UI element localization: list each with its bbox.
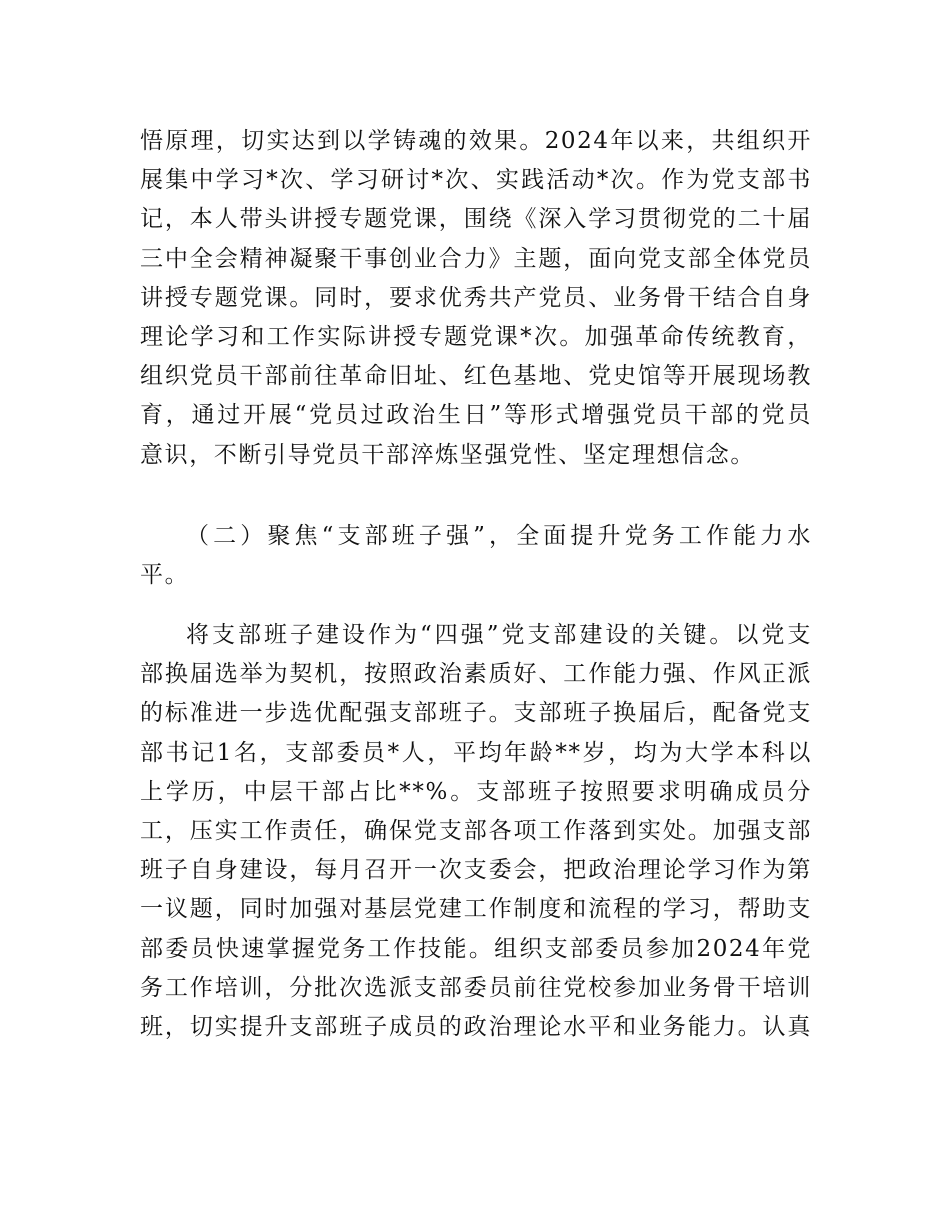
paragraph-line: 班，切实提升支部班子成员的政治理论水平和业务能力。认真 — [140, 1013, 812, 1040]
paragraph-line: 记，本人带头讲授专题党课，围绕《深入学习贯彻党的二十届 — [140, 206, 812, 233]
paragraph-line: 的标准进一步选优配强支部班子。支部班子换届后，配备党支 — [140, 700, 812, 727]
paragraph-line: 将支部班子建设作为“四强”党支部建设的关键。以党支 — [186, 622, 812, 648]
section-heading-branch-team — [140, 517, 812, 595]
paragraph-line: 讲授专题党课。同时，要求优秀共产党员、业务骨干结合自身 — [140, 284, 812, 311]
paragraph-line: 理论学习和工作实际讲授专题党课*次。加强革命传统教育， — [140, 323, 812, 350]
paragraph-theory-study — [140, 122, 812, 475]
paragraph-line: 工，压实工作责任，确保党支部各项工作落到实处。加强支部 — [140, 817, 812, 844]
paragraph-line: 三中全会精神凝聚干事创业合力》主题，面向党支部全体党员 — [140, 245, 812, 272]
paragraph-line: 部换届选举为契机，按照政治素质好、工作能力强、作风正派 — [140, 661, 812, 688]
paragraph-line: 务工作培训，分批次选派支部委员前往党校参加业务骨干培训 — [140, 974, 812, 1001]
paragraph-line: 班子自身建设，每月召开一次支委会，把政治理论学习作为第 — [140, 857, 812, 884]
paragraph-line: 育，通过开展“党员过政治生日”等形式增强党员干部的党员 — [140, 402, 812, 429]
paragraph-line: 部委员快速掌握党务工作技能。组织支部委员参加2024年党 — [140, 935, 812, 962]
heading-line: （二）聚焦“支部班子强”，全面提升党务工作能力水 — [186, 523, 812, 549]
heading-line: 平。 — [140, 562, 190, 589]
paragraph-line: 悟原理，切实达到以学铸魂的效果。2024年以来，共组织开 — [140, 128, 812, 154]
paragraph-line: 部书记1名，支部委员*人，平均年龄**岁，均为大学本科以 — [140, 739, 812, 766]
paragraph-team-building — [140, 616, 812, 1047]
paragraph-line: 一议题，同时加强对基层党建工作制度和流程的学习，帮助支 — [140, 896, 812, 923]
paragraph-line: 组织党员干部前往革命旧址、红色基地、党史馆等开展现场教 — [140, 363, 812, 390]
paragraph-line: 意识，不断引导党员干部淬炼坚强党性、坚定理想信念。 — [140, 441, 755, 468]
paragraph-line: 上学历，中层干部占比**%。支部班子按照要求明确成员分 — [140, 778, 812, 805]
paragraph-line: 展集中学习*次、学习研讨*次、实践活动*次。作为党支部书 — [140, 167, 812, 194]
